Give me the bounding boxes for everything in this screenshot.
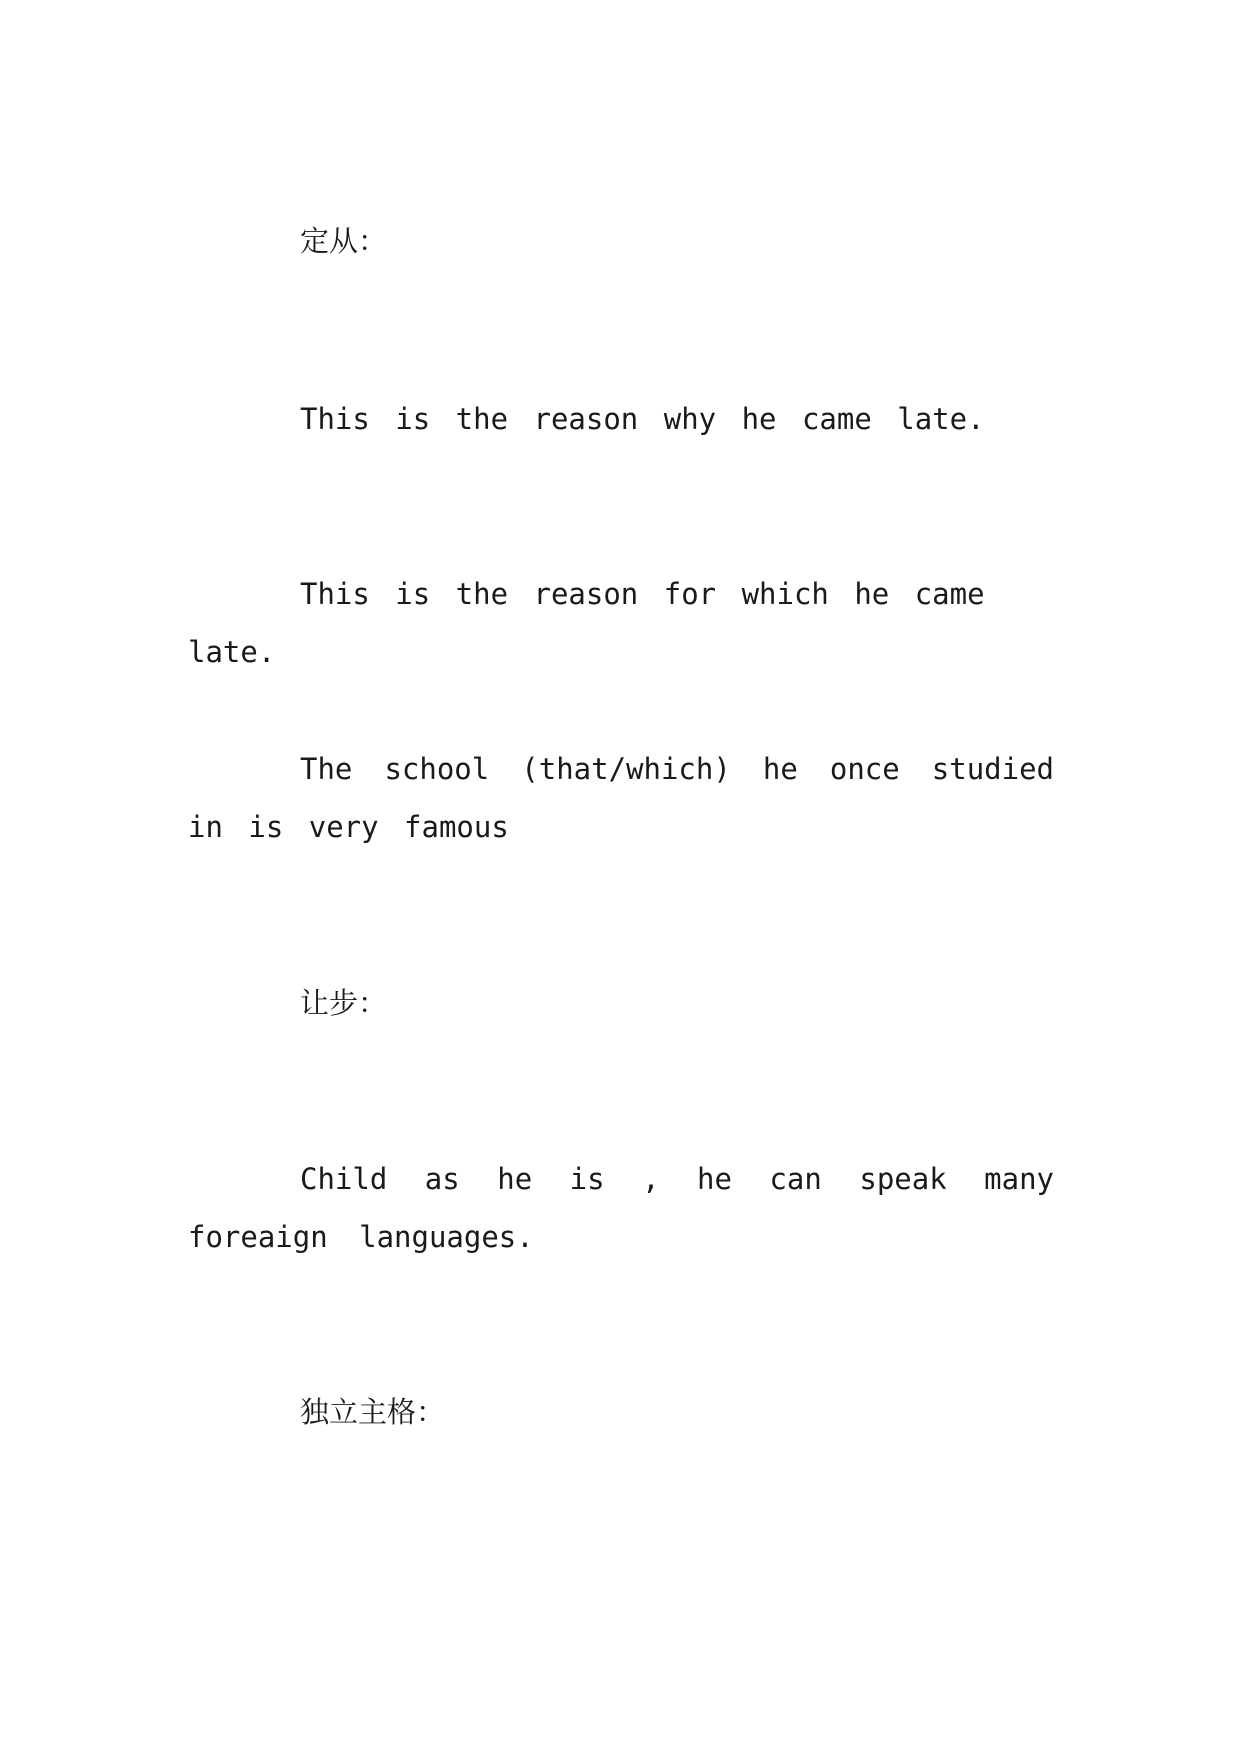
example-sentence: Child as he is , he can speak many foreaign languages.: [188, 1162, 1054, 1254]
example-sentence: This is the reason for which he came late.: [188, 577, 985, 669]
section-heading-absolute-construction: 独立主格：: [300, 1395, 446, 1429]
example-sentence: The school (that/which) he once studied in is very famous: [188, 752, 1054, 844]
section-heading-concession: 让步：: [300, 986, 388, 1020]
example-sentence: This is the reason why he came late.: [300, 402, 985, 436]
section-heading-attributive-clause: 定从：: [300, 224, 388, 258]
